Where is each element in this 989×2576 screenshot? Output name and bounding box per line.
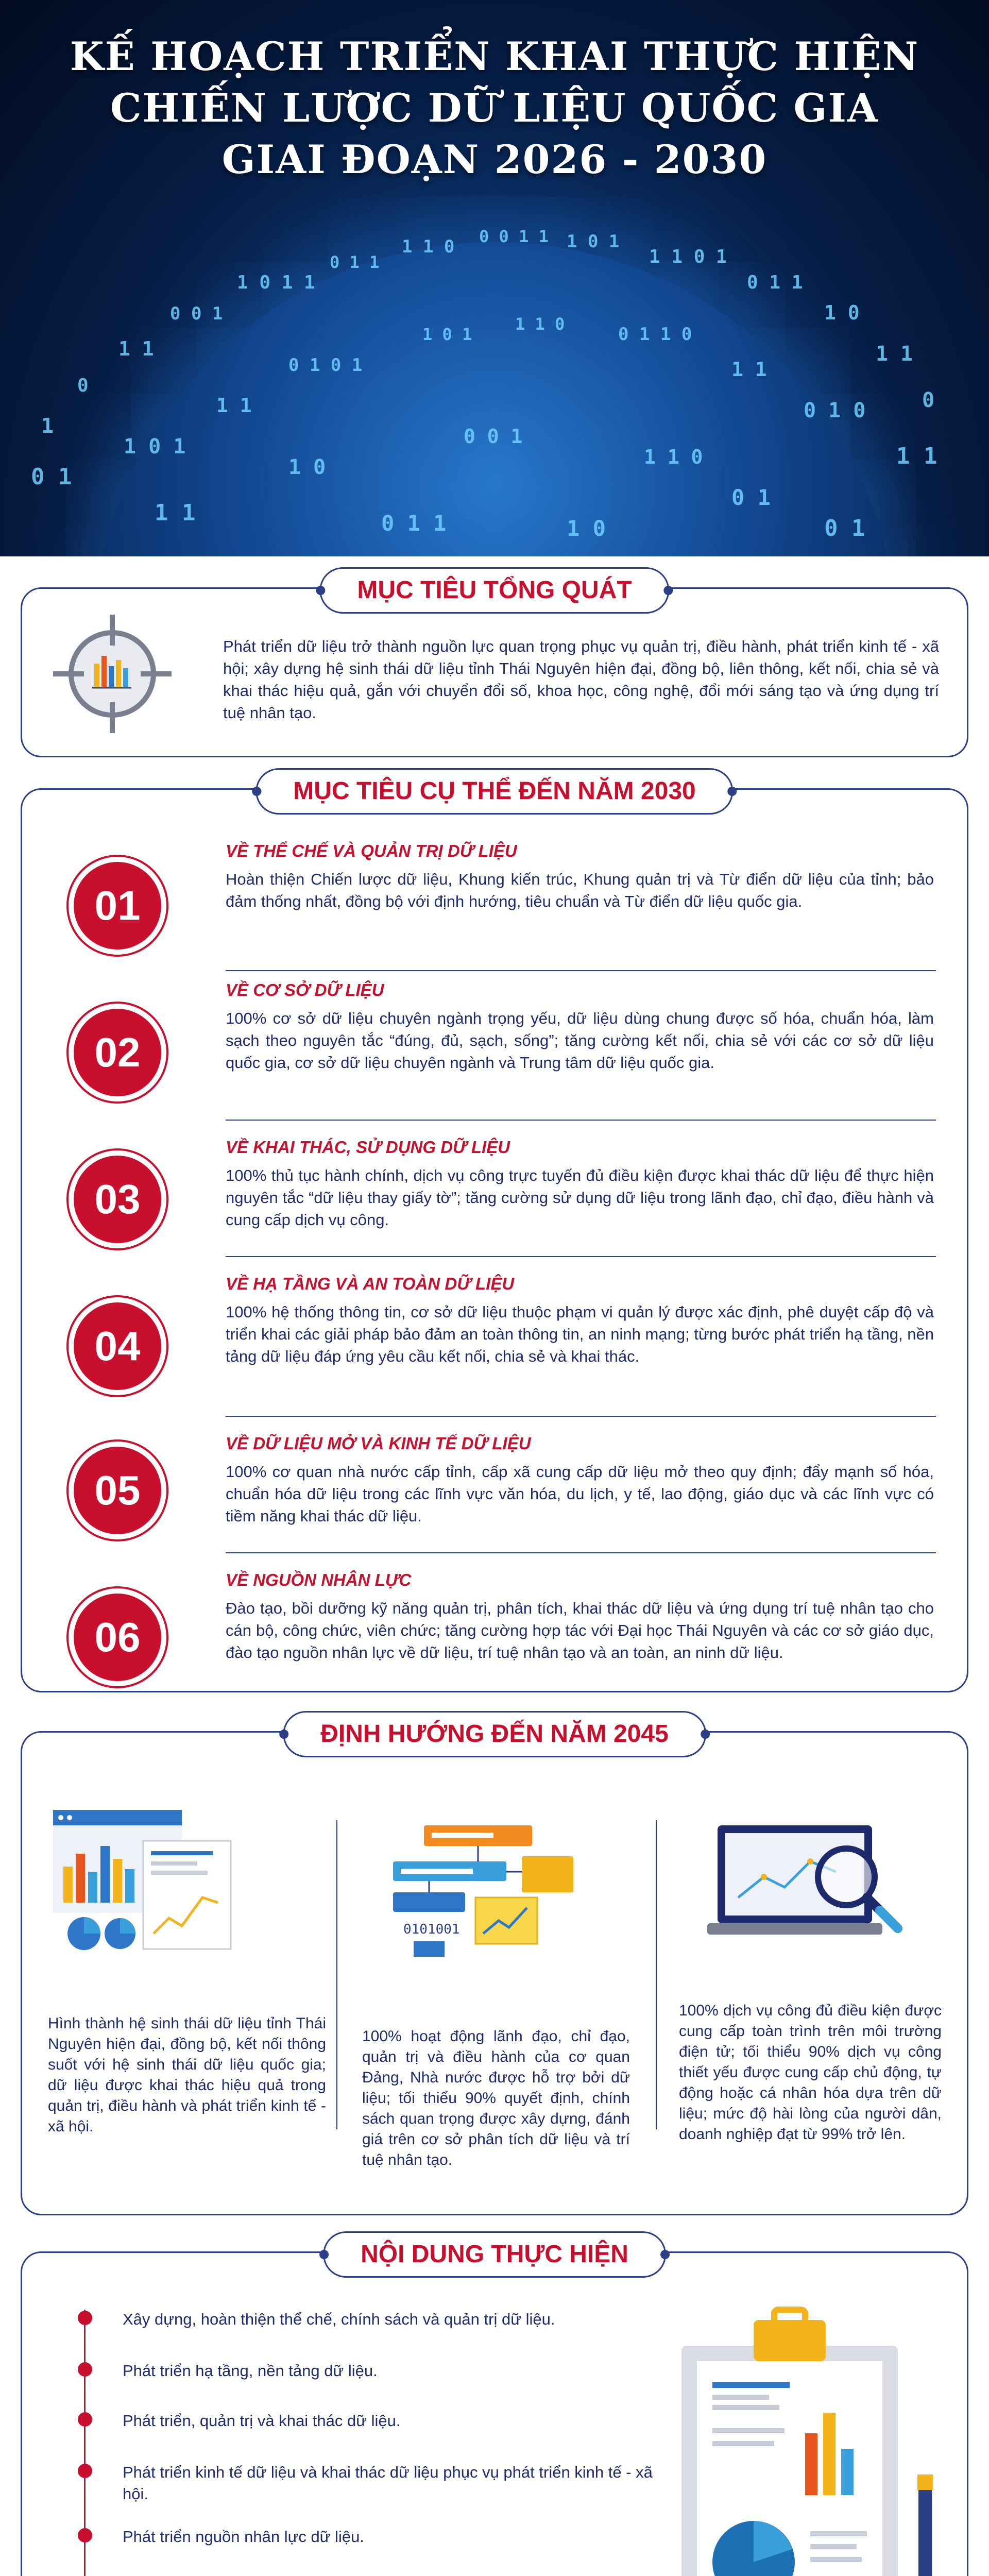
goal-title: VỀ HẠ TẦNG VÀ AN TOÀN DỮ LIỆU	[226, 1274, 515, 1293]
goal-title: VỀ THỂ CHẾ VÀ QUẢN TRỊ DỮ LIỆU	[226, 841, 517, 860]
svg-text:1 0 1: 1 0 1	[422, 325, 472, 344]
hero-title-line1: KẾ HOẠCH TRIỂN KHAI THỰC HIỆN	[70, 33, 919, 79]
task-text: Xây dựng, hoàn thiện thể chế, chính sách và quản trị dữ liệu.	[123, 2310, 555, 2328]
orientation-col3-text: 100% dịch vụ công đủ điều kiện được cung cấp toàn trình trên môi trường điện tử; tối thiểu 90% dịch vụ công thiết yếu được cung cấp chủ động, tự động hoặc cá nhân hóa dựa trên dữ liệu; mức độ hài lòng của người dân, doanh nghiệp đạt từ 99% trở lên.	[679, 2002, 942, 2143]
svg-text:0 1 0 1: 0 1 0 1	[288, 355, 363, 376]
general-goal-title: MỤC TIÊU TỔNG QUÁT	[319, 567, 669, 614]
svg-text:0 1: 0 1	[731, 485, 771, 510]
goal-item	[22, 980, 967, 1125]
goal-item	[22, 1434, 967, 1578]
data-flow-icon	[393, 1825, 578, 1959]
svg-text:0 0 1: 0 0 1	[170, 303, 223, 324]
svg-text:0 1 1: 0 1 1	[747, 272, 803, 293]
column-divider	[656, 1820, 657, 2129]
svg-text:1 0 1 1: 1 0 1 1	[237, 272, 315, 293]
svg-text:1 1 0: 1 1 0	[515, 314, 565, 334]
specific-goals-title: MỤC TIÊU CỤ THỂ ĐẾN NĂM 2030	[255, 768, 733, 815]
svg-text:1 1: 1 1	[118, 337, 154, 360]
specific-goals-section	[21, 777, 968, 1692]
goal-divider	[226, 1120, 936, 1121]
goal-number: 01	[74, 862, 161, 950]
tasks-title: NỘI DUNG THỰC HIỆN	[323, 2231, 666, 2278]
hero-title-line3: GIAI ĐOẠN 2026 - 2030	[221, 137, 768, 182]
hero-title-line2: CHIẾN LƯỢC DỮ LIỆU QUỐC GIA	[110, 85, 879, 131]
tasks-list	[53, 2253, 653, 2576]
target-chart-icon	[53, 615, 172, 733]
svg-text:0: 0	[77, 375, 89, 396]
svg-text:1 0: 1 0	[288, 455, 326, 479]
svg-text:1 1: 1 1	[731, 358, 767, 381]
goal-number: 06	[74, 1594, 161, 1681]
goal-title: VỀ NGUỒN NHÂN LỰC	[226, 1570, 412, 1589]
task-text: Phát triển, quản trị và khai thác dữ liệu.	[123, 2412, 401, 2430]
general-goal-text: Phát triển dữ liệu trở thành nguồn lực quan trọng phục vụ quản trị, điều hành, phát triển kinh tế - xã hội; xây dựng hệ sinh thái dữ liệu tỉnh Thái Nguyên hiện đại, đồng bộ, liên thông, kết nối, chia sẻ và khai thác hiệu quả, gắn với chuyển đổi số, khoa học, công nghệ, đổi mới sáng tạo và ứng dụng trí tuệ nhân tạo.	[223, 637, 939, 722]
goal-title: VỀ DỮ LIỆU MỞ VÀ KINH TẾ DỮ LIỆU	[226, 1434, 531, 1453]
task-text: Phát triển nguồn nhân lực dữ liệu.	[123, 2528, 364, 2546]
bullet-dot	[78, 2464, 92, 2478]
goal-number: 02	[74, 1009, 161, 1096]
svg-text:1 0 1: 1 0 1	[567, 231, 620, 252]
goal-text: 100% cơ sở dữ liệu chuyên ngành trọng yếu, dữ liệu dùng chung được số hóa, chuẩn hóa, làm sạch theo nguyên tắc “đúng, đủ, sạch, sống”; tăng cường kết nối, chia sẻ với các cơ sở dữ liệu quốc gia, cơ sở dữ liệu chuyên ngành và Trung tâm dữ liệu quốc gia.	[226, 1009, 934, 1072]
orientation-section	[21, 1720, 968, 2215]
general-goal-section	[21, 577, 968, 757]
goal-text: Hoàn thiện Chiến lược dữ liệu, Khung kiến trúc, Khung quản trị và Từ điển dữ liệu của tỉnh; bảo đảm thống nhất, đồng bộ với định hướng, tiêu chuẩn và Từ điển dữ liệu quốc gia.	[226, 870, 934, 910]
svg-text:0 1 0: 0 1 0	[804, 399, 866, 422]
svg-text:1 1: 1 1	[155, 500, 196, 526]
bullet-dot	[78, 2412, 92, 2427]
svg-text:0 1: 0 1	[31, 464, 72, 490]
column-divider	[336, 1820, 337, 2129]
goal-title: VỀ CƠ SỞ DỮ LIỆU	[226, 980, 384, 999]
svg-text:0 1 1: 0 1 1	[330, 252, 380, 272]
goal-item	[22, 1274, 967, 1418]
svg-text:1 1: 1 1	[896, 443, 937, 469]
orientation-col2-text: 100% hoạt động lãnh đạo, chỉ đạo, quản trị và điều hành của cơ quan Đảng, Nhà nước được hỗ trợ bởi dữ liệu; tối thiểu 90% quyết định, chính sách quan trọng được xây dựng, đánh giá trên cơ sở phân tích dữ liệu và trí tuệ nhân tạo.	[362, 2028, 630, 2168]
svg-text:1 1: 1 1	[216, 394, 252, 417]
goal-text: 100% cơ quan nhà nước cấp tỉnh, cấp xã cung cấp dữ liệu mở theo quy định; đẩy mạnh số hóa, chuẩn hóa dữ liệu trong các lĩnh vực văn hóa, du lịch, y tế, lao động, giáo dục và các lĩnh vực có tiềm năng khai thác dữ liệu.	[226, 1463, 934, 1525]
goal-divider	[226, 970, 936, 971]
goal-number: 05	[74, 1447, 161, 1534]
hero-banner	[0, 0, 989, 556]
task-text: Phát triển hạ tầng, nền tảng dữ liệu.	[123, 2362, 378, 2380]
svg-text:1 0: 1 0	[567, 516, 606, 541]
orientation-col1-text: Hình thành hệ sinh thái dữ liệu tỉnh Thái Nguyên hiện đại, đồng bộ, kết nối thông suốt với hệ sinh thái dữ liệu quốc gia; dữ liệu được khai thác hiệu quả trong quản trị, điều hành và phát triển kinh tế - xã hội.	[48, 2015, 326, 2135]
goal-number: 04	[74, 1302, 161, 1390]
laptop-search-icon	[707, 1820, 913, 1954]
svg-text:0: 0	[922, 388, 935, 412]
goal-title: VỀ KHAI THÁC, SỬ DỤNG DỮ LIỆU	[226, 1138, 510, 1157]
goal-text: Đào tạo, bồi dưỡng kỹ năng quản trị, phân tích, khai thác dữ liệu và ứng dụng trí tuệ nhân tạo cho cán bộ, công chức, viên chức; tăng cường hợp tác với Đại học Thái Nguyên và các cơ sở giáo dục, đào tạo nguồn nhân lực về dữ liệu, trí tuệ nhân tạo và an toàn, an ninh dữ liệu.	[226, 1599, 934, 1662]
bullet-dot	[78, 2362, 92, 2377]
bullet-dot	[78, 2528, 92, 2543]
svg-text:0 1 1 0: 0 1 1 0	[618, 324, 692, 345]
svg-text:1 1 0 1: 1 1 0 1	[649, 246, 727, 267]
svg-text:0 0 1 1: 0 0 1 1	[479, 227, 549, 246]
goal-text: 100% thủ tục hành chính, dịch vụ công trực tuyến đủ điều kiện được khai thác dữ liệu để thực hiện nguyên tắc “dữ liệu thay giấy tờ”; tăng cường sử dụng dữ liệu trong lãnh đạo, chỉ đạo, điều hành và cung cấp dịch vụ công.	[226, 1166, 934, 1229]
goal-divider	[226, 1416, 936, 1417]
svg-text:1 1 0: 1 1 0	[402, 236, 455, 257]
goal-divider	[226, 1552, 936, 1553]
goal-number: 03	[74, 1156, 161, 1243]
goal-divider	[226, 1256, 936, 1257]
task-text: Phát triển kinh tế dữ liệu và khai thác dữ liệu phục vụ phát triển kinh tế - xã hội.	[123, 2463, 653, 2503]
svg-text:1: 1	[41, 414, 54, 438]
tasks-section	[21, 2241, 968, 2576]
goal-item	[22, 1570, 967, 1715]
svg-text:0 0 1: 0 0 1	[464, 425, 523, 448]
goal-item	[22, 841, 967, 986]
svg-text:1 0 1: 1 0 1	[124, 435, 186, 459]
svg-text:0 1 1: 0 1 1	[381, 511, 447, 536]
clipboard-report-icon	[676, 2299, 944, 2576]
bullet-dot	[78, 2311, 92, 2325]
goal-text: 100% hệ thống thông tin, cơ sở dữ liệu thuộc phạm vi quản lý được xác định, phê duyệt cấp độ và triển khai các giải pháp bảo đảm an toàn thông tin, an ninh mạng; từng bước phát triển hạ tầng, nền tảng dữ liệu đáp ứng yêu cầu kết nối, chia sẻ và khai thác.	[226, 1303, 934, 1365]
svg-text:0 1: 0 1	[824, 515, 865, 541]
svg-text:1 1 0: 1 1 0	[644, 446, 703, 468]
svg-text:1 1: 1 1	[876, 342, 913, 366]
orientation-title: ĐỊNH HƯỚNG ĐẾN NĂM 2045	[283, 1711, 706, 1757]
goal-item	[22, 1138, 967, 1282]
svg-text:1 0: 1 0	[824, 301, 860, 324]
binary-chip-text: 0101001	[403, 1922, 460, 1937]
dashboard-chart-icon	[53, 1810, 238, 1959]
